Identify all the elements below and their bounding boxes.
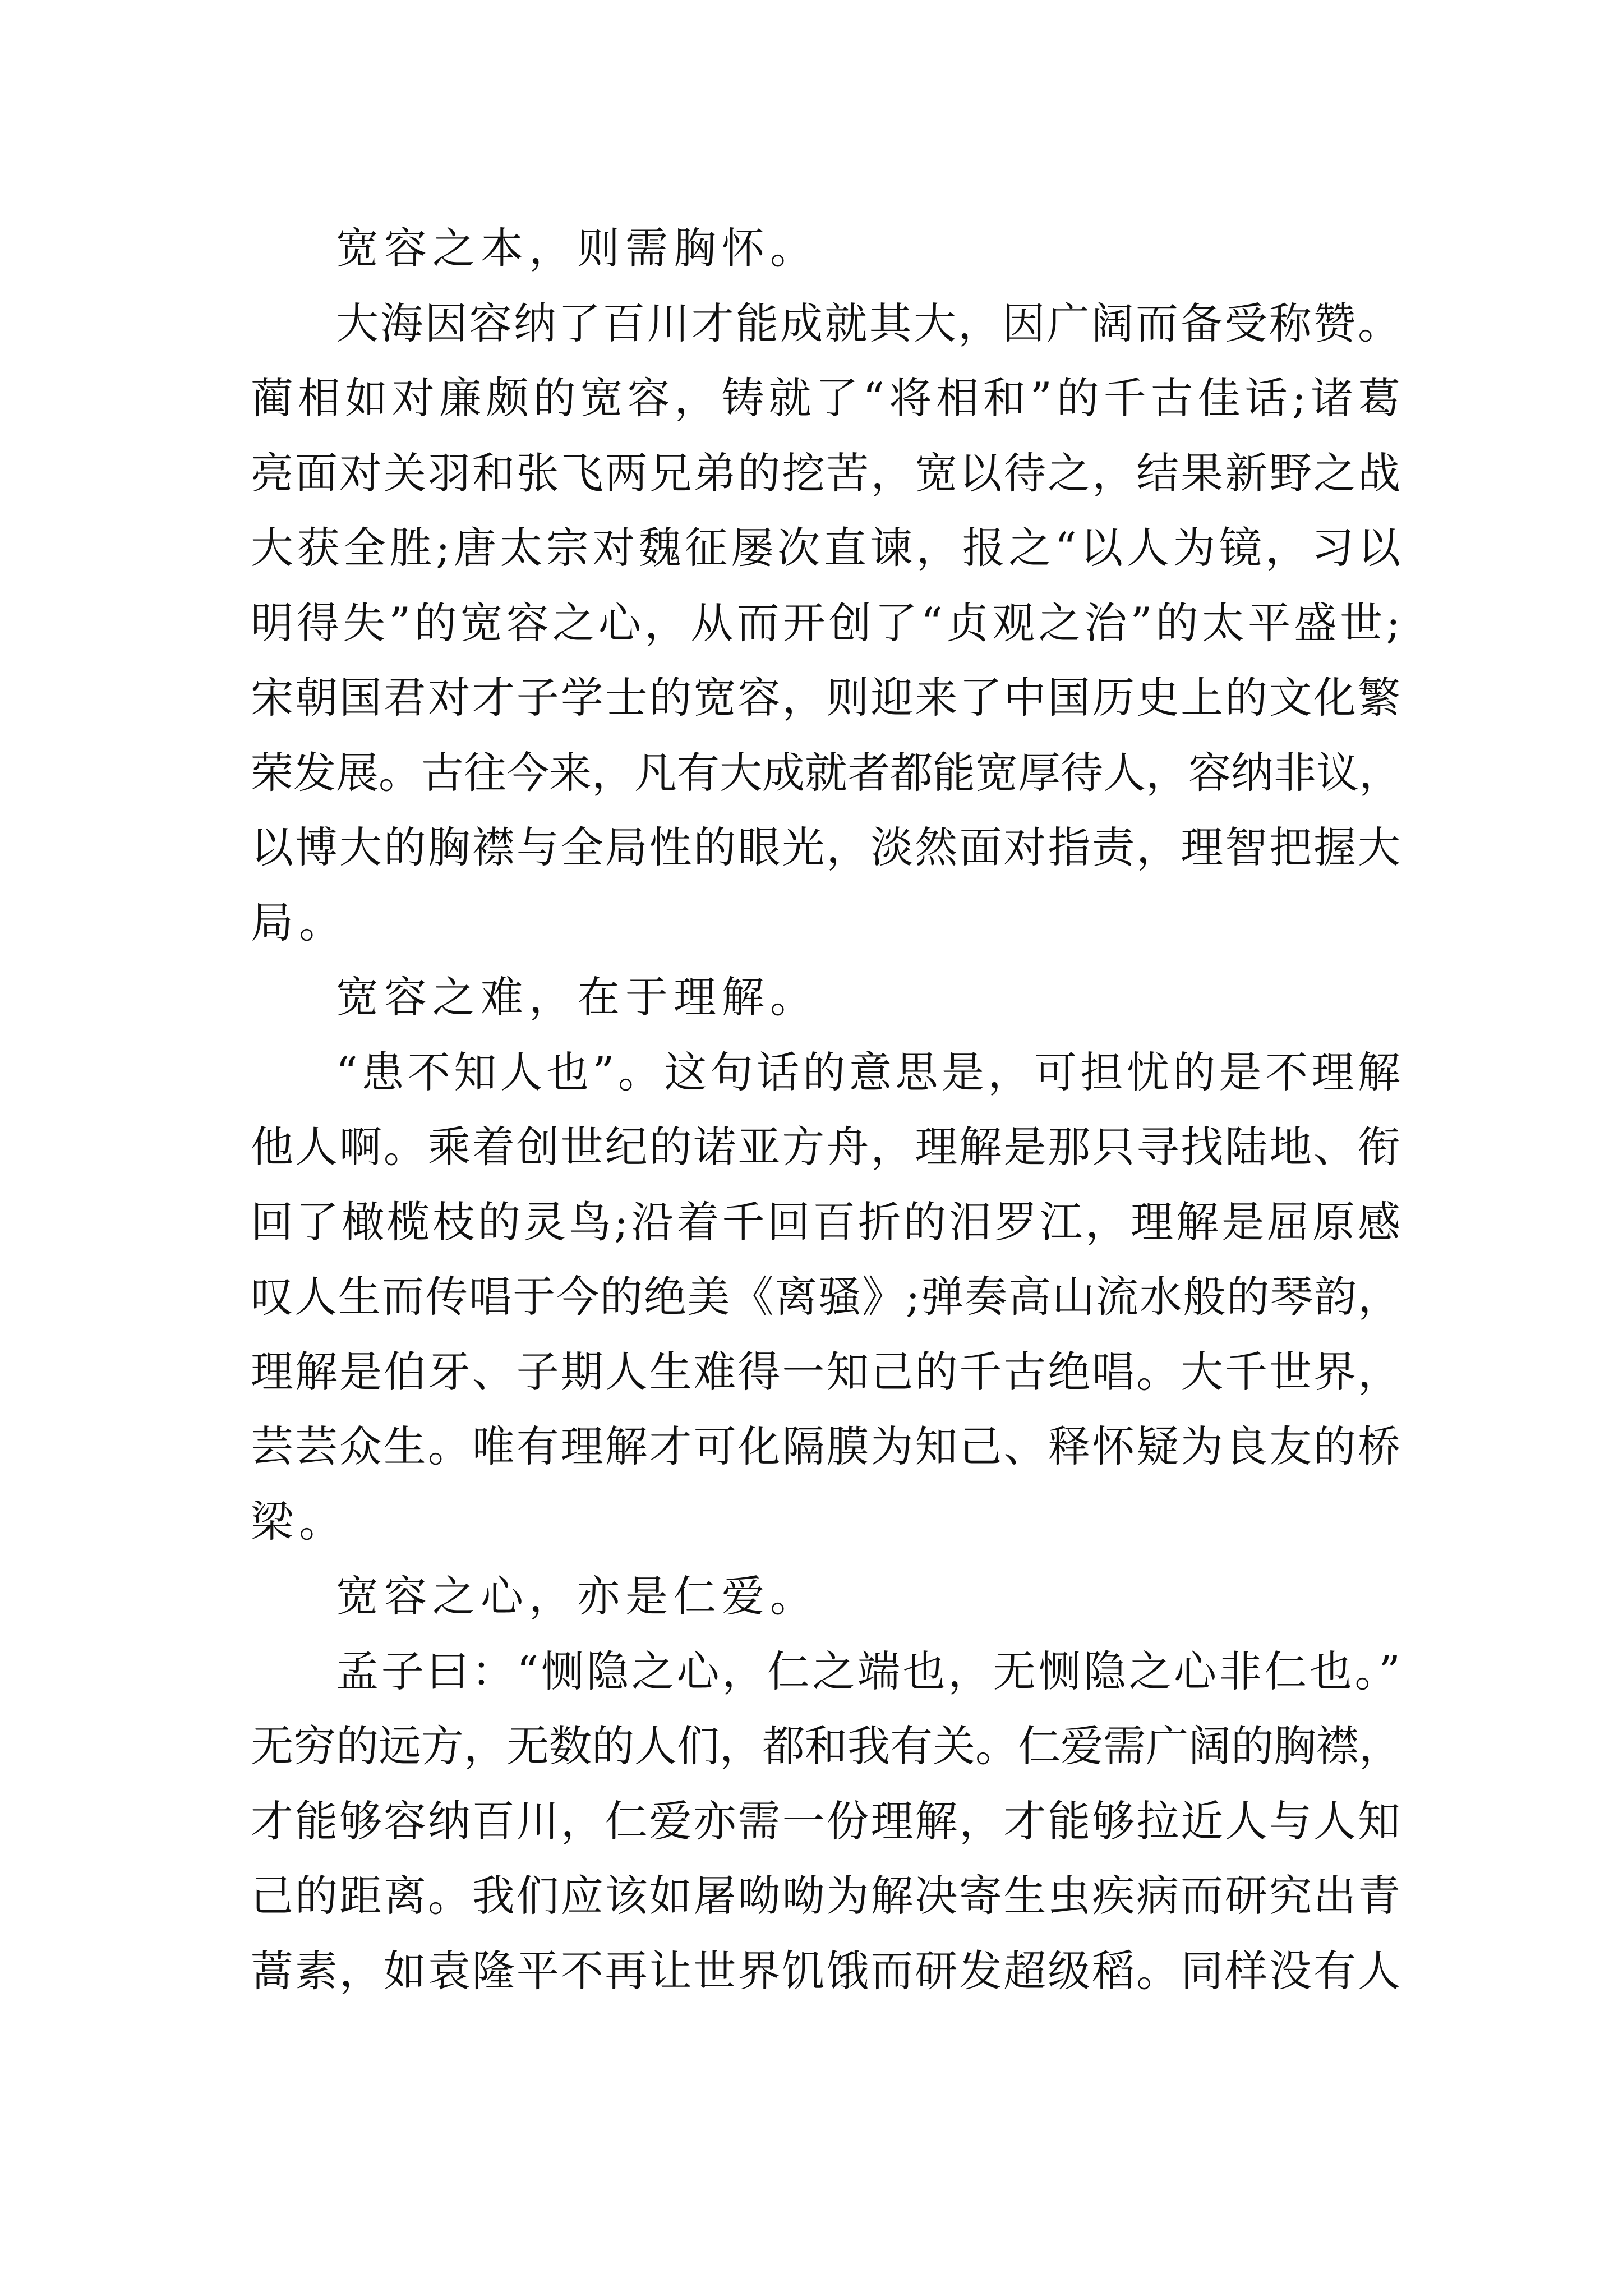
text-line: 孟子曰：“恻隐之心，仁之端也，无恻隐之心非仁也。” — [336, 1646, 1400, 1696]
text-line: 大海因容纳了百川才能成就其大，因广阔而备受称赞。 — [336, 298, 1400, 348]
text-line: 梁。 — [251, 1496, 347, 1547]
text-line: 他人啊。乘着创世纪的诺亚方舟，理解是那只寻找陆地、衔 — [251, 1122, 1400, 1172]
text-line: 宋朝国君对才子学士的宽容，则迎来了中国历史上的文化繁 — [251, 673, 1400, 723]
document-body — [251, 211, 1400, 2008]
text-line: 理解是伯牙、子期人生难得一知己的千古绝唱。大千世界， — [251, 1346, 1400, 1397]
text-line: 己的距离。我们应该如屠呦呦为解决寄生虫疾病而研究出青 — [251, 1871, 1400, 1921]
text-line: 蒿素，如袁隆平不再让世界饥饿而研发超级稻。同样没有人 — [251, 1945, 1400, 1996]
text-line: 回了橄榄枝的灵鸟;沿着千回百折的汨罗江，理解是屈原感 — [251, 1197, 1400, 1247]
text-line: 明得失”的宽容之心，从而开创了“贞观之治”的太平盛世; — [251, 597, 1400, 648]
text-line: 亮面对关羽和张飞两兄弟的挖苦，宽以待之，结果新野之战 — [251, 448, 1400, 498]
text-line: 以博大的胸襟与全局性的眼光，淡然面对指责，理智把握大 — [251, 822, 1400, 872]
text-line: 宽容之难，在于理解。 — [336, 972, 818, 1022]
text-line: 局。 — [251, 897, 347, 947]
text-line: “患不知人也”。这句话的意思是，可担忧的是不理解 — [336, 1047, 1400, 1097]
text-line: 无穷的远方，无数的人们，都和我有关。仁爱需广阔的胸襟， — [251, 1721, 1401, 1771]
text-line: 芸芸众生。唯有理解才可化隔膜为知己、释怀疑为良友的桥 — [251, 1421, 1400, 1471]
text-line: 蔺相如对廉颇的宽容，铸就了“将相和”的千古佳话;诸葛 — [251, 373, 1400, 423]
text-line: 宽容之心，亦是仁爱。 — [336, 1571, 818, 1621]
text-line: 叹人生而传唱于今的绝美《离骚》;弹奏高山流水般的琴韵， — [251, 1272, 1400, 1322]
text-line: 荣发展。古往今来，凡有大成就者都能宽厚待人，容纳非议， — [251, 747, 1401, 798]
text-line: 宽容之本，则需胸怀。 — [336, 223, 818, 273]
text-line: 才能够容纳百川，仁爱亦需一份理解，才能够拉近人与人知 — [251, 1796, 1400, 1846]
text-line: 大获全胜;唐太宗对魏征屡次直谏，报之“以人为镜，习以 — [251, 523, 1400, 573]
